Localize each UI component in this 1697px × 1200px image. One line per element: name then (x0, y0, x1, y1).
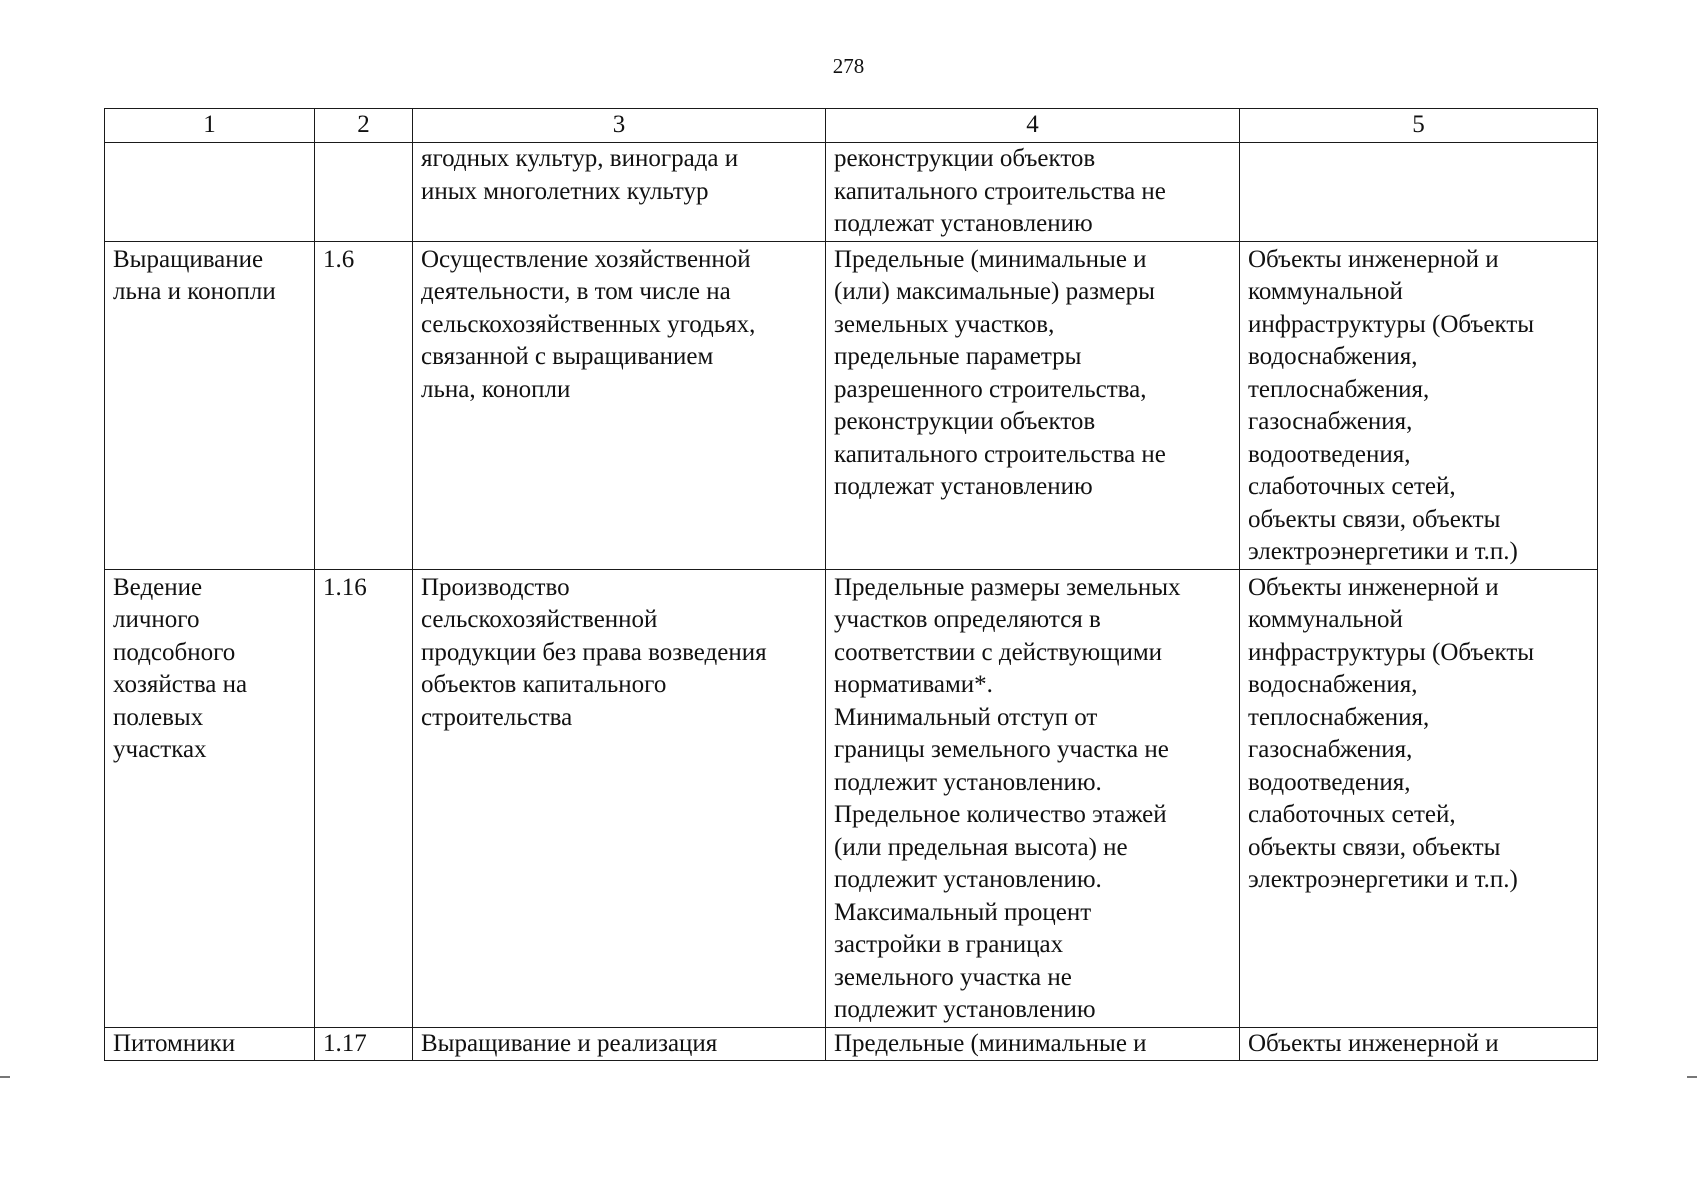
column-header: 3 (413, 109, 826, 143)
column-header: 4 (826, 109, 1240, 143)
use-type-description: Выращивание и реализация (413, 1027, 826, 1060)
column-header: 2 (315, 109, 413, 143)
limit-parameters: Предельные (минимальные и (826, 1027, 1240, 1060)
use-type-code: 1.16 (315, 569, 413, 1027)
use-type-name (105, 143, 315, 242)
limit-parameters: реконструкции объектов капитального строительства не подлежат установлению (826, 143, 1240, 242)
table-row (105, 241, 1598, 569)
limit-parameters: Предельные (минимальные и (или) максимальные) размеры земельных участков, предельные параметры разрешенного строительства, реконструкции объектов капитального строительства не подлежат установлению (826, 241, 1240, 569)
use-type-description: Производство сельскохозяйственной продукции без права возведения объектов капитального строительства (413, 569, 826, 1027)
auxiliary-objects: Объекты инженерной и коммунальной инфраструктуры (Объекты водоснабжения, теплоснабжения, газоснабжения, водоотведения, слаботочных сетей, объекты связи, объекты электроэнергетики и т.п.) (1240, 241, 1598, 569)
use-type-description: ягодных культур, винограда и иных многолетних культур (413, 143, 826, 242)
auxiliary-objects: Объекты инженерной и коммунальной инфраструктуры (Объекты водоснабжения, теплоснабжения, газоснабжения, водоотведения, слаботочных сетей, объекты связи, объекты электроэнергетики и т.п.) (1240, 569, 1598, 1027)
use-type-code: 1.6 (315, 241, 413, 569)
use-type-code (315, 143, 413, 242)
column-header: 1 (105, 109, 315, 143)
table-row (105, 569, 1598, 1027)
scan-edge-mark (1687, 1076, 1697, 1078)
use-type-code: 1.17 (315, 1027, 413, 1060)
use-type-description: Осуществление хозяйственной деятельности, в том числе на сельскохозяйственных угодьях, связанной с выращиванием льна, конопли (413, 241, 826, 569)
land-use-table (104, 108, 1598, 1061)
use-type-name: Ведение личного подсобного хозяйства на полевых участках (105, 569, 315, 1027)
table-row (105, 1027, 1598, 1060)
auxiliary-objects: Объекты инженерной и (1240, 1027, 1598, 1060)
table-header-row (105, 109, 1598, 143)
auxiliary-objects (1240, 143, 1598, 242)
column-header: 5 (1240, 109, 1598, 143)
table-row (105, 143, 1598, 242)
page-number: 278 (832, 54, 865, 78)
limit-parameters: Предельные размеры земельных участков определяются в соответствии с действующими нормативами*. Минимальный отступ от границы земельного участка не подлежит установлению. Предельное количество этажей (или предельная высота) не подлежит установлению. Максимальный процент застройки в границах земельного участка не подлежит установлению (826, 569, 1240, 1027)
use-type-name: Выращивание льна и конопли (105, 241, 315, 569)
scan-edge-mark (0, 1076, 10, 1078)
use-type-name: Питомники (105, 1027, 315, 1060)
